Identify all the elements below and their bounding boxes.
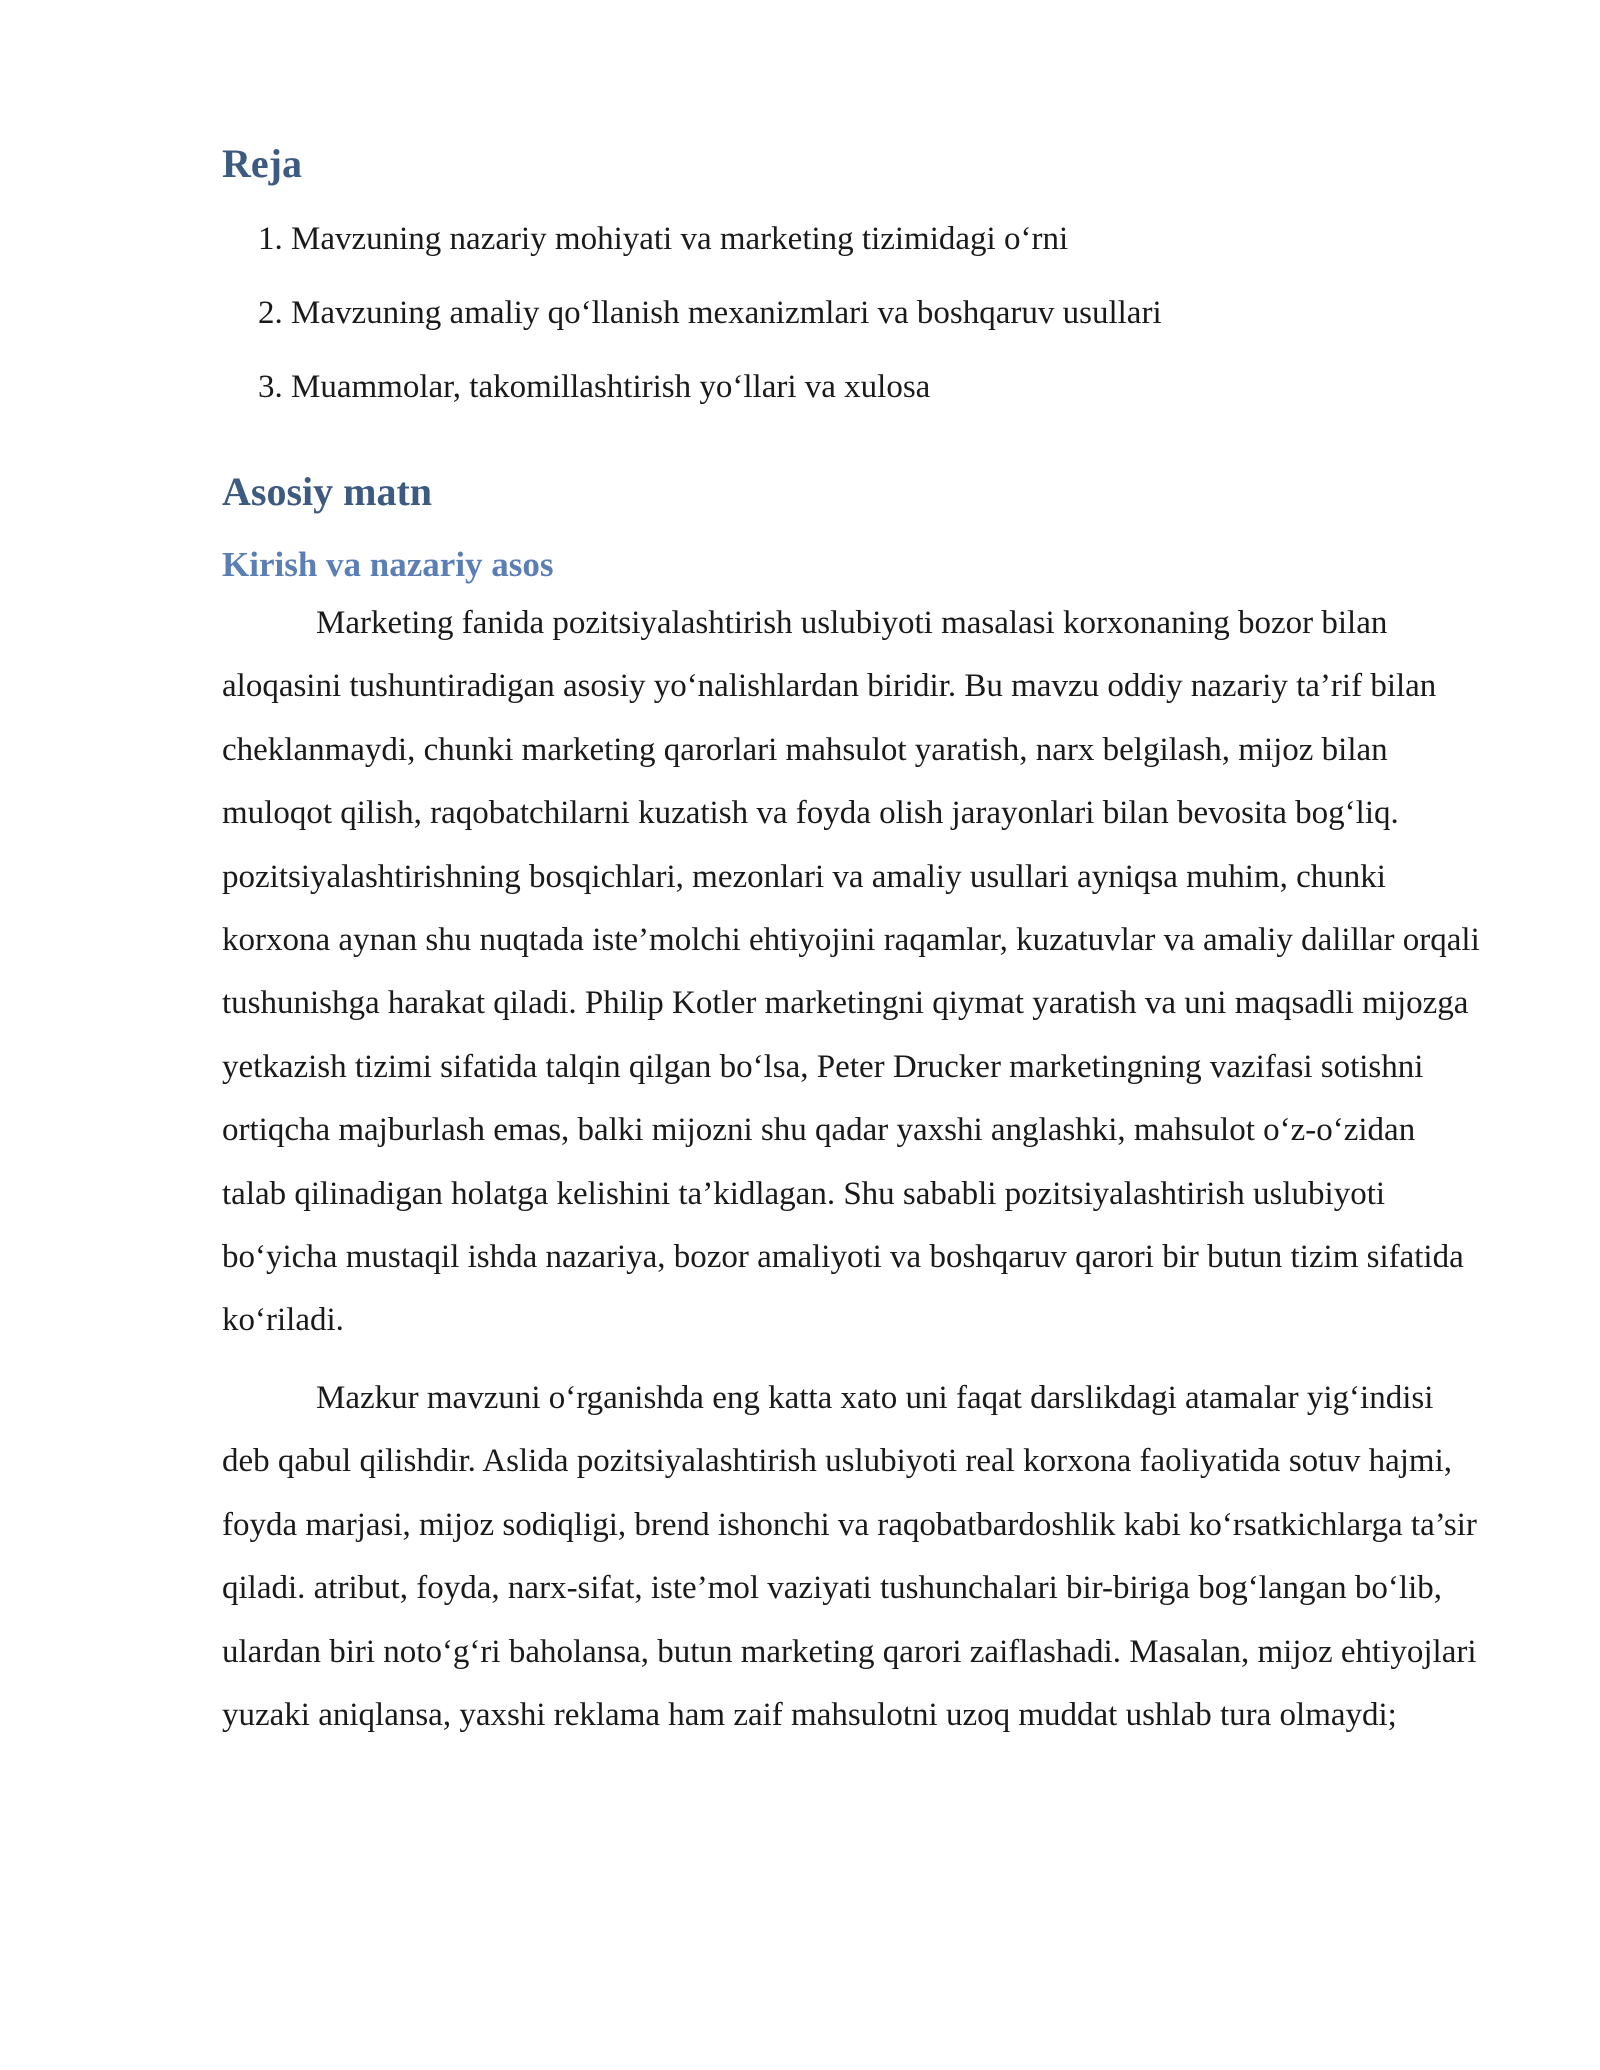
plan-item-2: 2. Mavzuning amaliy qo‘llanish mexanizmlari va boshqaruv usullari	[258, 295, 1162, 331]
document-page	[222, 140, 1482, 1761]
body-paragraph-2: Mazkur mavzuni o‘rganishda eng katta xato uni faqat darslikdagi atamalar yig‘indisi deb qabul qilishdir. Aslida pozitsiyalashtirish uslubiyoti real korxona faoliyatida sotuv hajmi, foyda marjasi, mijoz sodiqligi, brend ishonchi va raqobatbardoshlik kabi ko‘rsatkichlarga ta’sir qiladi. atribut, foyda, narx-sifat, iste’mol vaziyati tushunchalari bir-biriga bog‘langan bo‘lib, ulardan biri noto‘g‘ri baholansa, butun marketing qarori zaiflashadi. Masalan, mijoz ehtiyojlari yuzaki aniqlansa, yaxshi reklama ham zaif mahsulotni uzoq muddat ushlab tura olmaydi;	[222, 1379, 1477, 1733]
section-heading: Kirish va nazariy asos	[222, 545, 554, 584]
body-paragraph-1: Marketing fanida pozitsiyalashtirish uslubiyoti masalasi korxonaning bozor bilan aloqasini tushuntiradigan asosiy yo‘nalishlardan biridir. Bu mavzu oddiy nazariy ta’rif bilan cheklanmaydi, chunki marketing qarorlari mahsulot yaratish, narx belgilash, mijoz bilan muloqot qilish, raqobatchilarni kuzatish va foyda olish jarayonlari bilan bevosita bog‘liq. pozitsiyalashtirishning bosqichlari, mezonlari va amaliy usullari ayniqsa muhim, chunki korxona aynan shu nuqtada iste’molchi ehtiyojini raqamlar, kuzatuvlar va amaliy dalillar orqali tushunishga harakat qiladi. Philip Kotler marketingni qiymat yaratish va uni maqsadli mijozga yetkazish tizimi sifatida talqin qilgan bo‘lsa, Peter Drucker marketingning vazifasi sotishni ortiqcha majburlash emas, balki mijozni shu qadar yaxshi anglashki, mahsulot o‘z-o‘zidan talab qilinadigan holatga kelishini ta’kidlagan. Shu sababli pozitsiyalashtirish uslubiyoti bo‘yicha mustaqil ishda nazariya, bozor amaliyoti va boshqaruv qarori bir butun tizim sifatida ko‘riladi.	[222, 605, 1480, 1339]
main-heading: Asosiy matn	[222, 469, 433, 514]
plan-item-1: 1. Mavzuning nazariy mohiyati va marketing tizimidagi o‘rni	[258, 221, 1069, 257]
plan-item-3: 3. Muammolar, takomillashtirish yo‘llari va xulosa	[258, 369, 931, 405]
plan-heading: Reja	[222, 141, 302, 186]
plan-list	[222, 202, 1482, 424]
